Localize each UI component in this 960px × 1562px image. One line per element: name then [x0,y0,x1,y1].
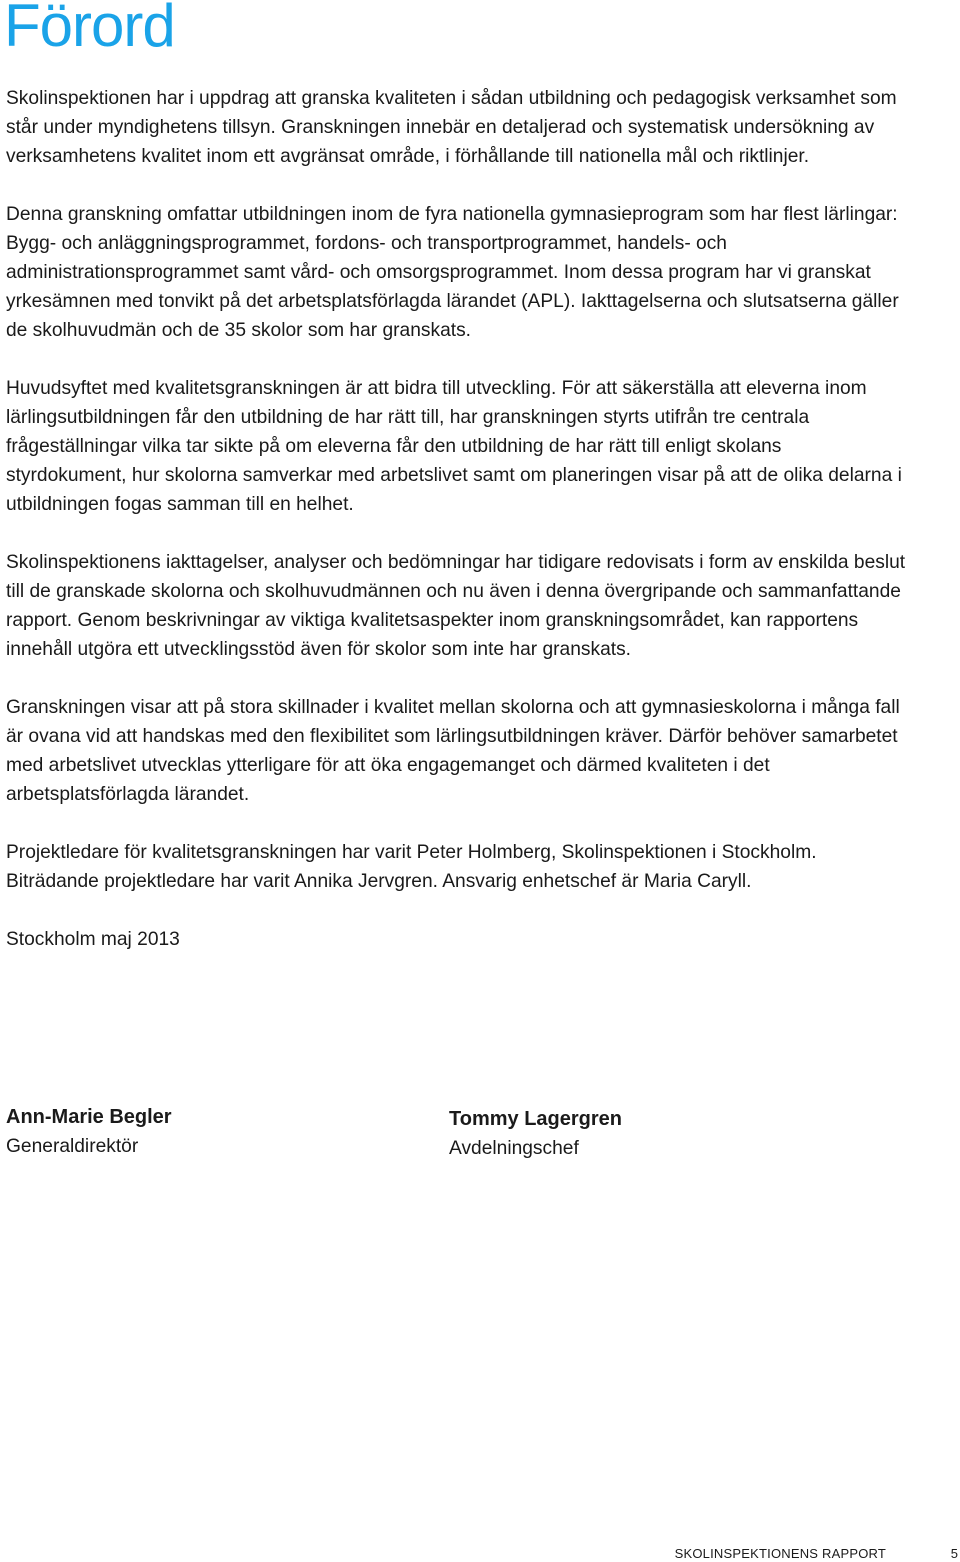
paragraph-reporting: Skolinspektionens iakttagelser, analyser och bedömningar har tidigare redovisats i form av enskilda beslut till de granskade skolorna och skolhuvudmännen och nu även i denna övergripande och sammanfattande rapport. Genom beskrivningar av viktiga kvalitetsaspekter inom granskningsområdet, kan rapportens innehåll utgöra ett utvecklingsstöd även för skolor som inte har granskats. [6,552,906,660]
body-text [6,84,906,983]
signer-department-head [449,1104,622,1163]
paragraph-scope: Denna granskning omfattar utbildningen inom de fyra nationella gymnasieprogram som har flest lärlingar: Bygg- och anläggningsprogrammet, fordons- och transportprogrammet, handels- och administrationsprogrammet samt vård- och omsorgsprogrammet. Inom dessa program har vi granskat yrkesämnen med tonvikt på det arbetsplatsförlagda lärandet (APL). Iakttagelserna och slutsatserna gäller de skolhuvudmän och de 35 skolor som har granskats. [6,204,899,341]
footer-label: SKOLINSPEKTIONENS RAPPORT [674,1546,886,1561]
paragraph-purpose: Huvudsyftet med kvalitetsgranskningen är att bidra till utveckling. För att säkerställa att eleverna inom lärlingsutbildningen får den utbildning de har rätt till, har granskningen styrts utifrån tre centrala frågeställningar vilka tar sikte på om eleverna får den utbildning de har rätt till enligt skolans styrdokument, hur skolorna samverkar med arbetslivet samt om planeringen visar på att de olika delarna i utbildningen fogas samman till en helhet. [6,378,902,515]
paragraph-project-leads: Projektledare för kvalitetsgranskningen har varit Peter Holmberg, Skolinspektionen i Stockholm. Biträdande projektledare har varit Annika Jervgren. Ansvarig enhetschef är Maria Caryll. [6,842,817,892]
signer-name: Tommy Lagergren [449,1108,622,1130]
paragraph-findings: Granskningen visar att på stora skillnader i kvalitet mellan skolorna och att gymnasieskolorna i många fall är ovana vid att handskas med den flexibilitet som lärlingsutbildningen kräver. Därför behöver samarbetet med arbetslivet utvecklas ytterligare för att öka engagemanget och därmed kvaliteten i det arbetsplatsförlagda lärandet. [6,697,900,805]
paragraph-intro: Skolinspektionen har i uppdrag att granska kvaliteten i sådan utbildning och pedagogisk verksamhet som står under myndighetens tillsyn. Granskningen innebär en detaljerad och systematisk undersökning av verksamhetens kvalitet inom ett avgränsat område, i förhållande till nationella mål och riktlinjer. [6,88,897,167]
signer-name: Ann-Marie Begler [6,1106,172,1128]
page-number: 5 [950,1546,958,1561]
signer-role: Generaldirektör [6,1136,139,1157]
signer-role: Avdelningschef [449,1138,579,1159]
place-date: Stockholm maj 2013 [6,929,180,950]
signer-director-general [6,1102,172,1161]
signatures [6,1102,906,1182]
page-title: Förord [4,0,175,59]
page-footer [0,1544,960,1562]
